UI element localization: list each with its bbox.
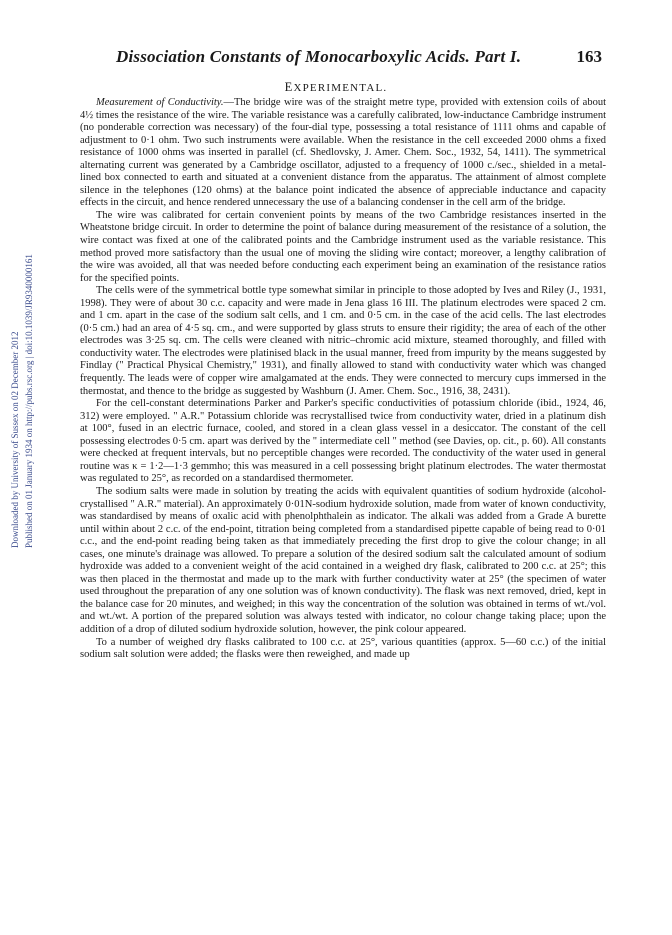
paragraph: The wire was calibrated for certain convenient points by means of the two Cambridge resistances inserted in the Wheatstone bridge circuit. In order to determine the point of balance during measurement of the resistance of a solution, the wire contact was fixed at one of the calibrated points and the Cambridge instrument used as the variable resistance. This method proved more satisfactory than the usual one of moving the sliding wire contact; moreover, a lengthy calibration of the wire was avoided, all that was needed before conducting each experiment being an examination of the resistance ratios for the specified points. — [80, 209, 606, 284]
paragraph-text: —The bridge wire was of the straight metre type, provided with extension coils of about 4½ times the resistance of the wire. The variable resistance was a carefully calibrated, low-inductance Cambridge instrument (no ponderable correction was necessary) of the four-dial type, possessing a total resistance of 1111 ohms and capable of adjustment to 0·1 ohm. Two such instruments were available. When the resistance in the cell exceeded 2000 ohms a fixed resistance of 1000 ohms was inserted in parallel (cf. Shedlovsky, J. Amer. Chem. Soc., 1932, 54, 1411). The symmetrical alternating current was generated by a Cambridge oscillator, adjusted to a frequency of 1000 c./sec., shielded in a metal-lined box connected to earth and situated at a convenient distance from the apparatus. The attainment of almost complete silence in the telephones (120 ohms) at the balance point indicated the absence of appreciable inductance and capacity effects in the circuit, and hence rendered unnecessary the use of a balancing condenser in the cell arm of the bridge. — [80, 97, 606, 209]
article-body — [80, 97, 606, 662]
section-heading-initial: E — [284, 80, 294, 94]
section-heading-rest: XPERIMENTAL. — [293, 82, 388, 94]
paragraph: For the cell-constant determinations Parker and Parker's specific conductivities of potassium chloride (ibid., 1924, 46, 312) were employed. " A.R." Potassium chloride was recrystallised twice from conductivity water, dried in a platinum dish at 100°, fused in an electric furnace, cooled, and stored in a clean glass vessel in a desiccator. The constant of the cell possessing electrodes 0·5 cm. apart was derived by the " intermediate cell " method (see Davies, op. cit., p. 60). All constants were checked at frequent intervals, but no perceptible changes were recorded. The conductivity of the water used in general routine was κ = 1·2—1·3 gemmho; this was measured in a cell possessing bright platinum electrodes. The water thermostat was regulated to 25°, as recorded on a standardised thermometer. — [80, 398, 606, 485]
paragraph: The cells were of the symmetrical bottle type somewhat similar in principle to those adopted by Ives and Riley (J., 1931, 1998). They were of about 30 c.c. capacity and were made in Jena glass 16 III. The platinum electrodes were spaced 2 cm. and 1 cm. apart in the case of the sodium salt cells, and 1 cm. and 0·5 cm. in the case of the acid cells. The last electrodes (0·5 cm.) had an area of 4·5 sq. cm., and were supported by glass struts to ensure their rigidity; the area of each of the other electrodes was 3·25 sq. cm. The cells were cleaned with nitric–chromic acid mixture, steamed thoroughly, and filled with conductivity water. The electrodes were platinised black in the usual manner, freed from impurity by the means suggested by Findlay (" Practical Physical Chemistry," 1931), and finally allowed to stand with conductivity water which was changed frequently. The leads were of copper wire amalgamated at the ends. They were connected to mercury cups immersed in the thermostat, and thence to the bridge as suggested by Washburn (J. Amer. Chem. Soc., 1916, 38, 2431). — [80, 285, 606, 397]
page-number: 163 — [576, 47, 602, 66]
section-heading — [0, 80, 672, 95]
paragraph-heading: Measurement of Conductivity. — [96, 97, 224, 108]
paragraph: The sodium salts were made in solution by treating the acids with equivalent quantities of sodium hydroxide (alcohol-crystallised " A.R." material). An approximately 0·01N-sodium hydroxide solution, made from water of known conductivity, was standardised by means of oxalic acid with phenolphthalein as indicator. The alkali was added from a Grade A burette until within about 2 c.c. of the end-point, titration being completed from a standardised pipette capable of being read to 0·01 c.c., and the end-point reading being taken as that immediately preceding the first drop to give the colour change; in all cases, one minute's drainage was allowed. To prepare a solution of the desired sodium salt the calculated amount of sodium hydroxide was added to a convenient weight of the acid contained in a weighed dry flask, calibrated to 200 c.c. at 25°; this was then placed in the thermostat and made up to the mark with further conductivity water at 25° (the specimen of water used throughout the preparation of any one solution was of known conductivity). The flask was next removed, dried, kept in the balance case for 20 minutes, and weighed; in this way the concentration of the solution was obtained in terms of wt./vol. and wt./wt. A portion of the prepared solution was always tested with indicator, no colour change taking place; upon the addition of a drop of diluted sodium hydroxide solution, however, the pink colour appeared. — [80, 485, 606, 635]
running-title: Dissociation Constants of Monocarboxylic Acids. Part I. — [116, 47, 522, 66]
publication-notice[interactable]: Published on 01 January 1934 on http://pubs.rsc.org | doi:10.1039/JR9340000161 — [24, 254, 34, 548]
paragraph: To a number of weighed dry flasks calibrated to 100 c.c. at 25°, various quantities (approx. 5—60 c.c.) of the initial sodium salt solution were added; the flasks were then reweighed, and made up — [80, 636, 606, 661]
page-header — [82, 47, 602, 69]
paragraph — [80, 97, 606, 210]
download-notice[interactable]: Downloaded by University of Sussex on 02 December 2012 — [10, 331, 20, 548]
